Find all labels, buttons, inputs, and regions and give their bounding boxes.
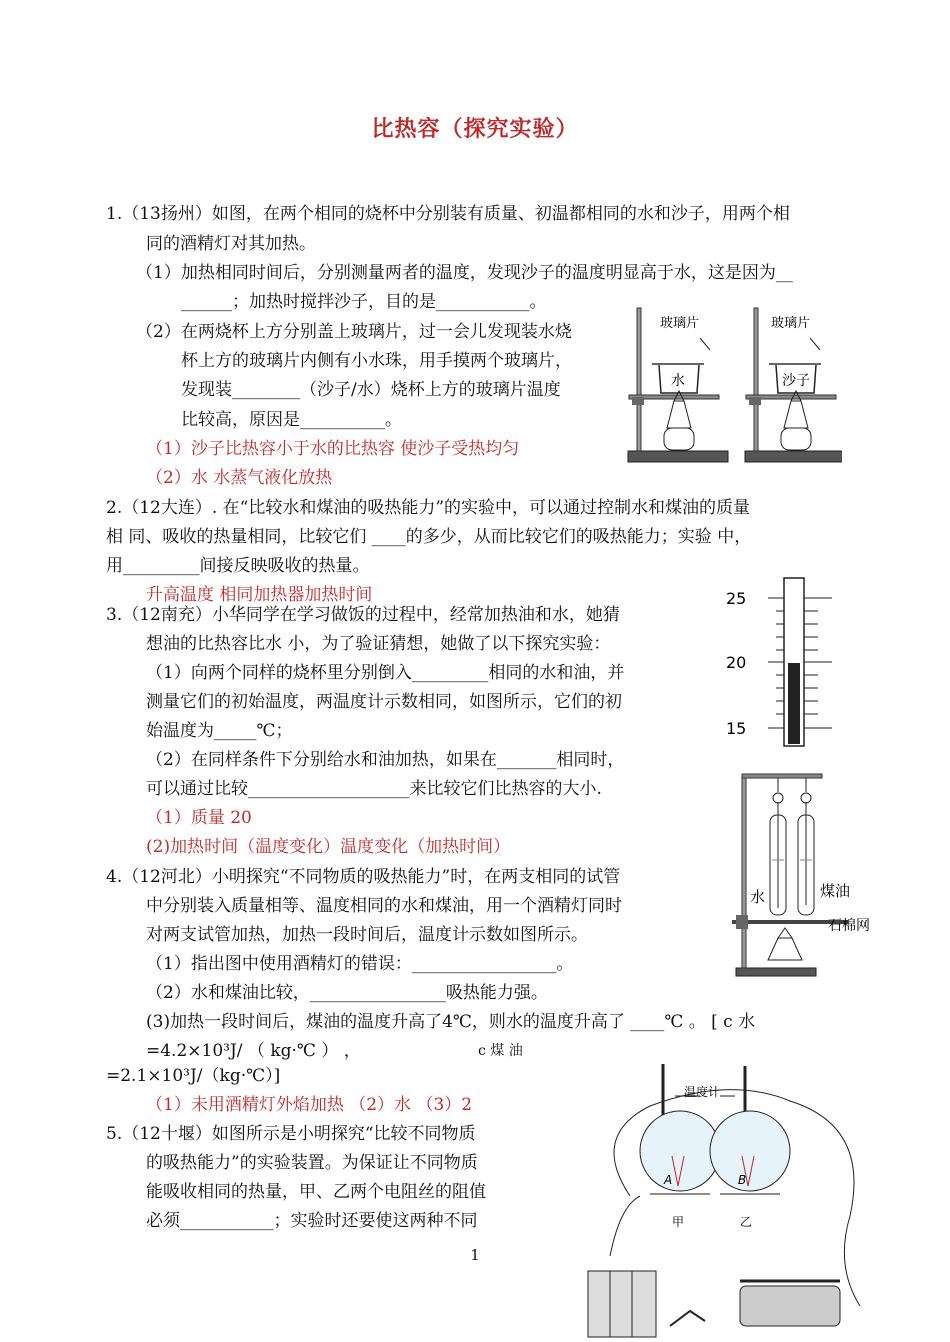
- q4-line7-c-kerosene: c 煤 油: [478, 1043, 523, 1059]
- q4-line4: （1）指出图中使用酒精灯的错误：_________________。: [146, 954, 574, 974]
- thermo-tick-20: 20: [726, 653, 747, 672]
- q1-beaker-figure: [622, 303, 842, 468]
- q3-line7: 可以通过比较___________________来比较它们比热容的大小.: [146, 779, 602, 799]
- q5-circuit-figure: [580, 1056, 880, 1340]
- q1-glass-label-left: 玻璃片: [660, 316, 700, 331]
- q5-flask-b-label: B: [738, 1173, 747, 1187]
- page-number: 1: [470, 1246, 480, 1264]
- q4-water-label: 水: [750, 888, 766, 906]
- q3-answer1: （1）质量 20: [146, 808, 252, 828]
- q4-line5: （2）水和煤油比较，________________吸热能力强。: [146, 983, 548, 1003]
- q5-jia-label: 甲: [672, 1215, 685, 1229]
- q1-line7: 发现装________（沙子/水）烧杯上方的玻璃片温度: [181, 380, 561, 400]
- q1-line8: 比较高，原因是__________。: [181, 410, 402, 430]
- q4-kerosene-label: 煤油: [820, 882, 851, 900]
- thermo-tick-25: 25: [726, 589, 747, 608]
- q5-yi-label: 乙: [740, 1215, 753, 1229]
- q4-test-tube-figure: [728, 770, 888, 980]
- q1-glass-label-right: 玻璃片: [771, 316, 811, 331]
- q4-line2: 中分别装入质量相等、温度相同的水和煤油，用一个酒精灯同时: [146, 896, 622, 916]
- q2-line2: 相 同、吸收的热量相同，比较它们 ____的多少，从而比较它们的吸热能力；实验 中，: [106, 527, 752, 547]
- q4-line8: =2.1×10³J/（kg·℃）]: [106, 1066, 281, 1086]
- thermo-tick-15: 15: [726, 719, 747, 738]
- q3-thermometer-figure: [720, 576, 840, 748]
- q2-line3: 用_________间接反映吸收的热量。: [106, 556, 370, 576]
- q3-line6: （2）在同样条件下分别给水和油加热，如果在_______相同时，: [146, 750, 625, 770]
- q3-line1: 3.（12南充）小华同学在学习做饭的过程中，经常加热油和水，她猜: [106, 605, 620, 625]
- q5-thermometer-label: 温度计: [684, 1085, 721, 1099]
- q2-line1: 2.（12大连）. 在“比较水和煤油的吸热能力”的实验中，可以通过控制水和煤油的质量: [106, 498, 751, 518]
- q1-answer2: （2）水 水蒸气液化放热: [146, 468, 333, 488]
- q3-line4: 测量它们的初始温度，两温度计示数相同，如图所示，它们的初: [146, 692, 622, 712]
- q5-line3: 能吸收相同的热量，甲、乙两个电阻丝的阻值: [146, 1182, 486, 1202]
- q1-water-label: 水: [671, 373, 685, 389]
- q3-answer2: (2)加热时间（温度变化）温度变化（加热时间）: [146, 837, 511, 857]
- q3-line2: 想油的比热容比水 小，为了验证猜想，她做了以下探究实验：: [146, 634, 611, 654]
- q4-asbestos-label: 石棉网: [828, 918, 870, 934]
- q4-line6: (3)加热一段时间后，煤油的温度升高了4℃，则水的温度升高了 ____℃ 。 [ c 水: [146, 1012, 756, 1032]
- thermometer-mercury-column: [788, 663, 800, 744]
- q1-line1: 1.（13扬州）如图，在两个相同的烧杯中分别装有质量、初温都相同的水和沙子，用两个相: [106, 204, 790, 224]
- q1-line6: 杯上方的玻璃片内侧有小水珠，用手摸两个玻璃片，: [181, 351, 572, 371]
- q4-line3: 对两支试管加热，加热一段时间后，温度计示数如图所示。: [146, 925, 588, 945]
- q1-line2: 同的酒精灯对其加热。: [146, 234, 316, 254]
- q1-line4: ______；加热时搅拌沙子，目的是___________。: [181, 292, 547, 312]
- q4-line7: =4.2×10³J/ （ kg·℃ ） ，: [146, 1041, 361, 1061]
- q3-line3: （1）向两个同样的烧杯里分别倒入_________相同的水和油，并: [146, 663, 625, 683]
- q1-answer1: （1）沙子比热容小于水的比热容 使沙子受热均匀: [146, 439, 520, 459]
- page-title: 比热容（探究实验）: [371, 116, 579, 142]
- q5-line1: 5.（12十堰）如图所示是小明探究“比较不同物质: [106, 1124, 476, 1144]
- q4-answer1: （1）未用酒精灯外焰加热 （2）水 （3）2: [146, 1095, 473, 1115]
- q4-line1: 4.（12河北）小明探究“不同物质的吸热能力”时，在两支相同的试管: [106, 867, 621, 887]
- q3-line5: 始温度为_____℃；: [146, 721, 293, 741]
- q5-line2: 的吸热能力”的实验装置。为保证让不同物质: [146, 1153, 478, 1173]
- q5-line4: 必须___________；实验时还要使这两种不同: [146, 1211, 478, 1231]
- q2-answer1: 升高温度 相同加热器加热时间: [146, 585, 373, 605]
- q1-line3: （1）加热相同时间后，分别测量两者的温度，发现沙子的温度明显高于水，这是因为__: [136, 263, 793, 283]
- q1-line5: （2）在两烧杯上方分别盖上玻璃片，过一会儿发现装水烧: [136, 322, 572, 342]
- q5-flask-a-label: A: [664, 1173, 673, 1187]
- q1-sand-label: 沙子: [782, 373, 810, 389]
